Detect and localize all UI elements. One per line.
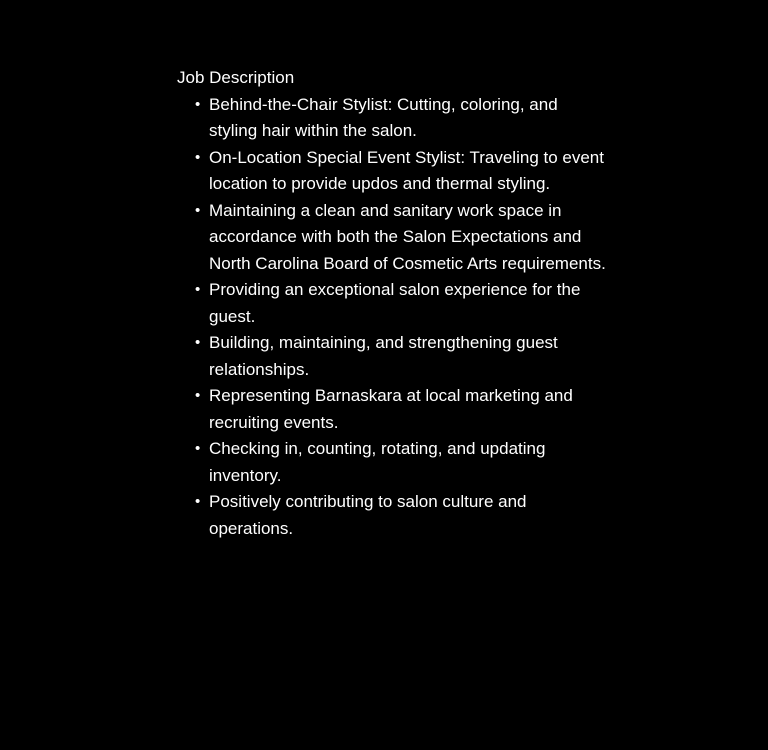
- bullet-icon: •: [195, 148, 201, 166]
- bullet-icon: •: [195, 281, 201, 298]
- bullet-icon: •: [195, 387, 201, 404]
- duties-list: [177, 92, 607, 543]
- list-item: [195, 383, 607, 436]
- list-item-text: Building, maintaining, and strengthening guest relationships.: [209, 333, 558, 379]
- list-item-text: Checking in, counting, rotating, and updating inventory.: [209, 439, 546, 485]
- bullet-icon: •: [195, 201, 201, 219]
- section-heading: Job Description: [177, 68, 295, 87]
- job-description-section: [177, 65, 607, 542]
- list-item-text: On-Location Special Event Stylist: Traveling to event location to provide updos and thermal styling.: [209, 147, 604, 193]
- list-item: [195, 145, 607, 198]
- list-item: [195, 92, 607, 145]
- list-item-text: Providing an exceptional salon experience for the guest.: [209, 280, 581, 326]
- list-item-text: Positively contributing to salon culture and operations.: [209, 492, 527, 538]
- list-item: [195, 198, 607, 278]
- bullet-icon: •: [195, 334, 201, 351]
- list-item: [195, 489, 607, 542]
- list-item-text: Behind-the-Chair Stylist: Cutting, coloring, and styling hair within the salon.: [209, 94, 558, 140]
- list-item-text: Maintaining a clean and sanitary work space in accordance with both the Salon Expectations and North Carolina Board of Cosmetic Arts requirements.: [209, 200, 606, 273]
- list-item: [195, 436, 607, 489]
- list-item: [195, 277, 607, 330]
- bullet-icon: •: [195, 95, 201, 113]
- bullet-icon: •: [195, 493, 201, 510]
- bullet-icon: •: [195, 440, 201, 457]
- list-item-text: Representing Barnaskara at local marketing and recruiting events.: [209, 386, 573, 432]
- list-item: [195, 330, 607, 383]
